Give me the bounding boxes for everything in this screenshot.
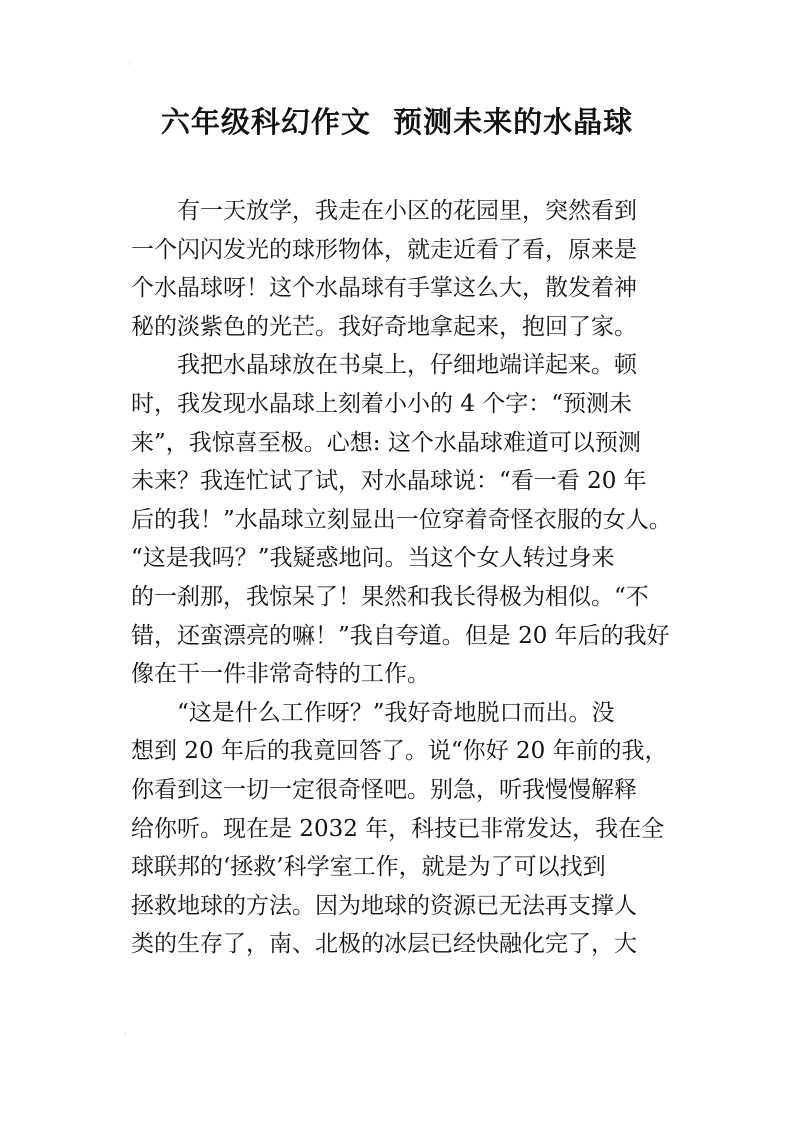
text-line: 未来？我连忙试了试，对水晶球说：“看一看 20 年 (131, 468, 647, 495)
text-line: 个水晶球呀！这个水晶球有手掌这么大，散发着神 (131, 275, 637, 302)
text-line: 错，还蛮漂亮的嘛！”我自夸道。但是 20 年后的我好 (131, 622, 670, 649)
essay-body (131, 192, 671, 964)
text-line: 我把水晶球放在书桌上，仔细地端详起来。顿 (177, 352, 637, 379)
text-line: 球联邦的‘拯救’科学室工作，就是为了可以找到 (131, 854, 606, 881)
text-line: 的一刹那，我惊呆了！果然和我长得极为相似。“不 (131, 583, 649, 610)
text-line: 你看到这一切一定很奇怪吧。别急，听我慢慢解释 (131, 776, 637, 803)
scan-speck: · (128, 60, 131, 70)
text-line: 像在干一件非常奇特的工作。 (131, 661, 430, 688)
text-line: 想到 20 年后的我竟回答了。说“你好 20 年前的我， (131, 738, 668, 765)
text-line: 后的我！”水晶球立刻显出一位穿着奇怪衣服的女人。 (131, 506, 672, 533)
text-line: 给你听。现在是 2032 年，科技已非常发达，我在全 (131, 815, 665, 842)
text-line: 来”，我惊喜至极。心想: 这个水晶球难道可以预测 (131, 429, 641, 456)
essay-title: 六年级科幻作文 预测未来的水晶球 (160, 105, 634, 139)
text-line: 拯救地球的方法。因为地球的资源已无法再支撑人 (131, 892, 637, 919)
text-line: 类的生存了，南、北极的冰层已经快融化完了，大 (131, 931, 637, 958)
text-line: 秘的淡紫色的光芒。我好奇地拿起来，抱回了家。 (131, 313, 637, 340)
text-line: “这是我吗？”我疑惑地问。当这个女人转过身来 (131, 545, 615, 572)
text-line: 一个闪闪发光的球形物体，就走近看了看，原来是 (131, 236, 637, 263)
scan-speck: · (124, 1030, 127, 1040)
text-line: “这是什么工作呀？”我好奇地脱口而出。没 (177, 699, 615, 726)
text-line: 有一天放学，我走在小区的花园里，突然看到 (177, 198, 637, 224)
text-line: 时，我发现水晶球上刻着小小的 4 个字：“预测未 (131, 390, 633, 417)
